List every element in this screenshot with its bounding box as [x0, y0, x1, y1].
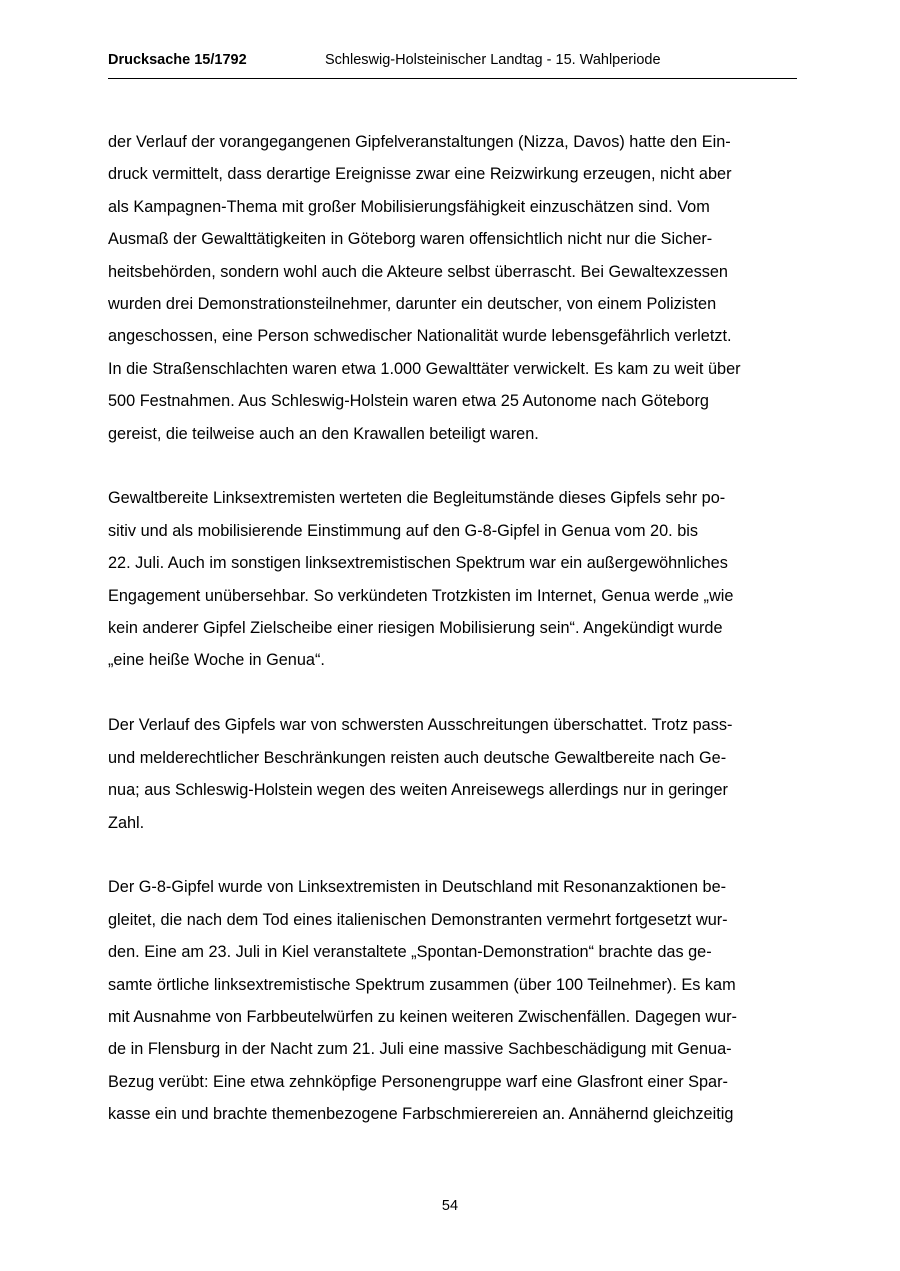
- text-line: Zahl.: [108, 813, 145, 832]
- paragraph: [108, 871, 798, 1130]
- text-line: heitsbehörden, sondern wohl auch die Akteure selbst überrascht. Bei Gewaltexzessen: [108, 262, 728, 281]
- text-line: angeschossen, eine Person schwedischer Nationalität wurde lebensgefährlich verletzt.: [108, 327, 732, 346]
- text-line: der Verlauf der vorangegangenen Gipfelveranstaltungen (Nizza, Davos) hatte den Ein-: [108, 133, 731, 151]
- text-line: Der Verlauf des Gipfels war von schwersten Ausschreitungen überschattet. Trotz pass-: [108, 716, 733, 735]
- text-line: Bezug verübt: Eine etwa zehnköpfige Personengruppe warf eine Glasfront einer Spar-: [108, 1072, 728, 1091]
- text-line: kasse ein und brachte themenbezogene Farbschmierereien an. Annähernd gleichzeitig: [108, 1105, 734, 1124]
- text-line: gereist, die teilweise auch an den Krawallen beteiligt waren.: [108, 424, 539, 443]
- text-line: druck vermittelt, dass derartige Ereignisse zwar eine Reizwirkung erzeugen, nicht aber: [108, 165, 732, 184]
- document-number: Drucksache 15/1792: [108, 52, 247, 68]
- text-line: samte örtliche linksextremistische Spektrum zusammen (über 100 Teilnehmer). Es kam: [108, 975, 736, 994]
- text-line: 500 Festnahmen. Aus Schleswig-Holstein waren etwa 25 Autonome nach Göteborg: [108, 392, 709, 411]
- text-line: In die Straßenschlachten waren etwa 1.000 Gewalttäter verwickelt. Es kam zu weit über: [108, 359, 741, 378]
- text-line: und melderechtlicher Beschränkungen reisten auch deutsche Gewaltbereite nach Ge-: [108, 748, 727, 767]
- text-line: als Kampagnen-Thema mit großer Mobilisierungsfähigkeit einzuschätzen sind. Vom: [108, 197, 710, 216]
- text-line: den. Eine am 23. Juli in Kiel veranstaltete „Spontan-Demonstration“ brachte das ge-: [108, 943, 712, 962]
- paragraph: [108, 482, 798, 676]
- text-line: „eine heiße Woche in Genua“.: [108, 651, 325, 670]
- document-body: [108, 126, 798, 1163]
- text-line: Engagement unübersehbar. So verkündeten Trotzkisten im Internet, Genua werde „wie: [108, 586, 734, 605]
- header-title: Schleswig-Holsteinischer Landtag - 15. Wahlperiode: [325, 52, 661, 68]
- page-number: 54: [441, 1198, 459, 1214]
- text-line: nua; aus Schleswig-Holstein wegen des weiten Anreisewegs allerdings nur in geringer: [108, 781, 728, 800]
- text-line: Gewaltbereite Linksextremisten werteten die Begleitumstände dieses Gipfels sehr po-: [108, 489, 726, 508]
- paragraph: [108, 126, 798, 450]
- text-line: wurden drei Demonstrationsteilnehmer, darunter ein deutscher, von einem Polizisten: [108, 295, 717, 314]
- text-line: de in Flensburg in der Nacht zum 21. Juli eine massive Sachbeschädigung mit Genua-: [108, 1040, 732, 1059]
- text-line: Ausmaß der Gewalttätigkeiten in Göteborg waren offensichtlich nicht nur die Sicher-: [108, 230, 713, 249]
- text-line: gleitet, die nach dem Tod eines italienischen Demonstranten vermehrt fortgesetzt wur-: [108, 910, 728, 929]
- text-line: Der G-8-Gipfel wurde von Linksextremisten in Deutschland mit Resonanzaktionen be-: [108, 878, 727, 897]
- paragraph: [108, 709, 798, 839]
- text-line: mit Ausnahme von Farbbeutelwürfen zu keinen weiteren Zwischenfällen. Dagegen wur-: [108, 1007, 737, 1026]
- page-header: [108, 52, 797, 79]
- text-line: kein anderer Gipfel Zielscheibe einer riesigen Mobilisierung sein“. Angekündigt wurde: [108, 619, 723, 638]
- text-line: 22. Juli. Auch im sonstigen linksextremistischen Spektrum war ein außergewöhnliches: [108, 554, 728, 573]
- text-line: sitiv und als mobilisierende Einstimmung auf den G-8-Gipfel in Genua vom 20. bis: [108, 521, 699, 540]
